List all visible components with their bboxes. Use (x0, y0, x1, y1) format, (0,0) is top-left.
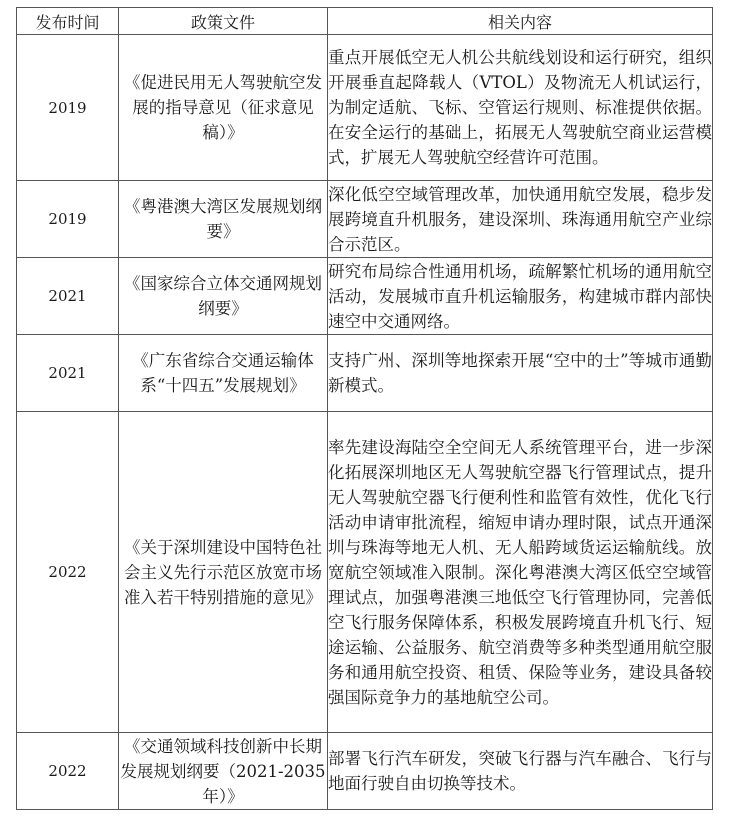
document-cell: 《粤港澳大湾区发展规划纲要》 (119, 181, 328, 258)
header-date: 发布时间 (17, 8, 119, 35)
year-cell: 2022 (17, 412, 119, 733)
table-header-row (17, 8, 713, 35)
header-document: 政策文件 (119, 8, 328, 35)
table-row (17, 412, 713, 733)
document-cell: 《关于深圳建设中国特色社会主义先行示范区放宽市场准入若干特别措施的意见》 (119, 412, 328, 733)
header-content: 相关内容 (328, 8, 713, 35)
content-cell: 支持广州、深圳等地探索开展“空中的士”等城市通勤新模式。 (328, 335, 713, 412)
policy-table (16, 7, 713, 810)
table-row (17, 35, 713, 181)
year-cell: 2019 (17, 181, 119, 258)
year-cell: 2021 (17, 335, 119, 412)
table-row (17, 181, 713, 258)
table-row (17, 335, 713, 412)
table-row (17, 258, 713, 335)
year-cell: 2022 (17, 733, 119, 810)
year-cell: 2021 (17, 258, 119, 335)
content-cell: 部署飞行汽车研发，突破飞行器与汽车融合、飞行与地面行驶自由切换等技术。 (328, 733, 713, 810)
content-cell: 重点开展低空无人机公共航线划设和运行研究，组织开展垂直起降载人（VTOL）及物流无人机试运行，为制定适航、飞标、空管运行规则、标准提供依据。在安全运行的基础上，拓展无人驾驶航空商业运营模式，扩展无人驾驶航空经营许可范围。 (328, 35, 713, 181)
year-cell: 2019 (17, 35, 119, 181)
content-cell: 深化低空空域管理改革，加快通用航空发展，稳步发展跨境直升机服务，建设深圳、珠海通用航空产业综合示范区。 (328, 181, 713, 258)
document-cell: 《交通领域科技创新中长期发展规划纲要（2021-2035年）》 (119, 733, 328, 810)
content-cell: 率先建设海陆空全空间无人系统管理平台，进一步深化拓展深圳地区无人驾驶航空器飞行管理试点，提升无人驾驶航空器飞行便利性和监管有效性，优化飞行活动申请审批流程，缩短申请办理时限，试点开通深圳与珠海等地无人机、无人船跨域货运运输航线。放宽航空领域准入限制。深化粤港澳大湾区低空空域管理试点，加强粤港澳三地低空飞行管理协同，完善低空飞行服务保障体系，积极发展跨境直升机飞行、短途运输、公益服务、航空消费等多种类型通用航空服务和通用航空投资、租赁、保险等业务，建设具备较强国际竞争力的基地航空公司。 (328, 412, 713, 733)
document-cell: 《广东省综合交通运输体系“十四五”发展规划》 (119, 335, 328, 412)
content-cell: 研究布局综合性通用机场，疏解繁忙机场的通用航空活动，发展城市直升机运输服务，构建城市群内部快速空中交通网络。 (328, 258, 713, 335)
table-row (17, 733, 713, 810)
document-cell: 《国家综合立体交通网规划纲要》 (119, 258, 328, 335)
document-cell: 《促进民用无人驾驶航空发展的指导意见（征求意见稿）》 (119, 35, 328, 181)
